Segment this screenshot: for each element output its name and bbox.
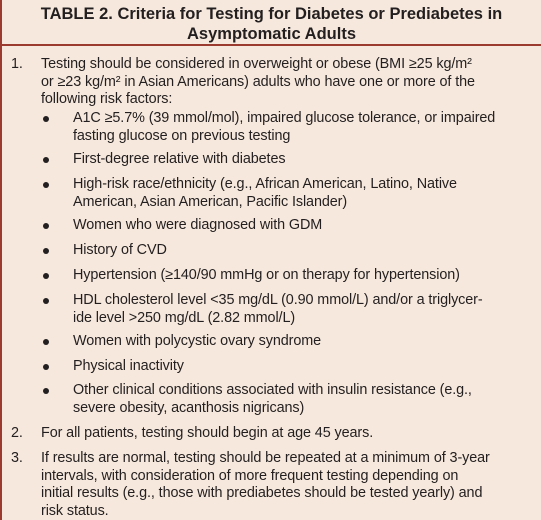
bullet-text-line: Women who were diagnosed with GDM <box>73 217 323 233</box>
bullet-dot <box>43 116 49 122</box>
bullet-text <box>73 217 535 235</box>
bullet-text <box>73 176 535 211</box>
table-title-line-2: Asymptomatic Adults <box>187 25 356 43</box>
bullet-text-line: Other clinical conditions associated with insulin resistance (e.g., <box>73 382 472 398</box>
item-text-line: For all patients, testing should begin at age 45 years. <box>41 425 374 441</box>
bullet-text-line: HDL cholesterol level <35 mg/dL (0.90 mmol/L) and/or a triglycer- <box>73 292 483 308</box>
table-title <box>2 0 541 46</box>
bullet-text <box>73 358 535 376</box>
bullet-text-line: A1C ≥5.7% (39 mmol/mol), impaired glucose tolerance, or impaired <box>73 110 496 126</box>
bullet-text-line: History of CVD <box>73 242 167 258</box>
item-text-line: or ≥23 kg/m² in Asian Americans) adults who have one or more of the <box>41 73 475 90</box>
bullet-text <box>73 151 535 169</box>
table-title-line-1: TABLE 2. Criteria for Testing for Diabetes or Prediabetes in <box>40 5 503 23</box>
item-text <box>41 450 531 520</box>
bullet-text-line: ide level >250 mg/dL (2.82 mmol/L) <box>73 309 296 326</box>
item-number: 1. <box>11 56 23 72</box>
bullet-dot <box>43 223 49 229</box>
bullet-dot <box>43 339 49 345</box>
item-number: 2. <box>11 425 23 441</box>
bullet-dot <box>43 182 49 188</box>
bullet-text <box>73 242 535 260</box>
item-text-line: risk status. <box>41 502 109 519</box>
bullet-text <box>73 267 535 285</box>
bullet-dot <box>43 248 49 254</box>
bullet-dot <box>43 388 49 394</box>
item-text-line: initial results (e.g., those with prediabetes should be tested yearly) and <box>41 485 483 501</box>
item-text-line: Testing should be considered in overweight or obese (BMI ≥25 kg/m² <box>41 56 472 72</box>
bullet-dot <box>43 157 49 163</box>
bullet-dot <box>43 273 49 279</box>
bullet-text-line: severe obesity, acanthosis nigricans) <box>73 399 305 416</box>
bullet-text-line: Women with polycystic ovary syndrome <box>73 333 322 349</box>
bullet-text <box>73 292 535 327</box>
bullet-dot <box>43 298 49 304</box>
item-text <box>41 56 531 109</box>
bullet-text-line: First-degree relative with diabetes <box>73 151 286 167</box>
bullet-dot <box>43 364 49 370</box>
item-text-line: intervals, with consideration of more frequent testing depending on <box>41 467 459 484</box>
bullet-text-line: Physical inactivity <box>73 358 184 374</box>
bullet-text-line: Hypertension (≥140/90 mmHg or on therapy for hypertension) <box>73 267 460 283</box>
bullet-text-line: American, Asian American, Pacific Islander) <box>73 193 348 210</box>
bullet-text <box>73 333 535 351</box>
bullet-text-line: fasting glucose on previous testing <box>73 127 291 144</box>
bullet-text <box>73 382 535 417</box>
bullet-text <box>73 110 535 145</box>
item-text-line: following risk factors: <box>41 91 173 107</box>
item-number: 3. <box>11 450 23 466</box>
bullet-text-line: High-risk race/ethnicity (e.g., African American, Latino, Native <box>73 176 457 192</box>
item-text <box>41 425 531 443</box>
item-text-line: If results are normal, testing should be repeated at a minimum of 3-year <box>41 450 490 466</box>
